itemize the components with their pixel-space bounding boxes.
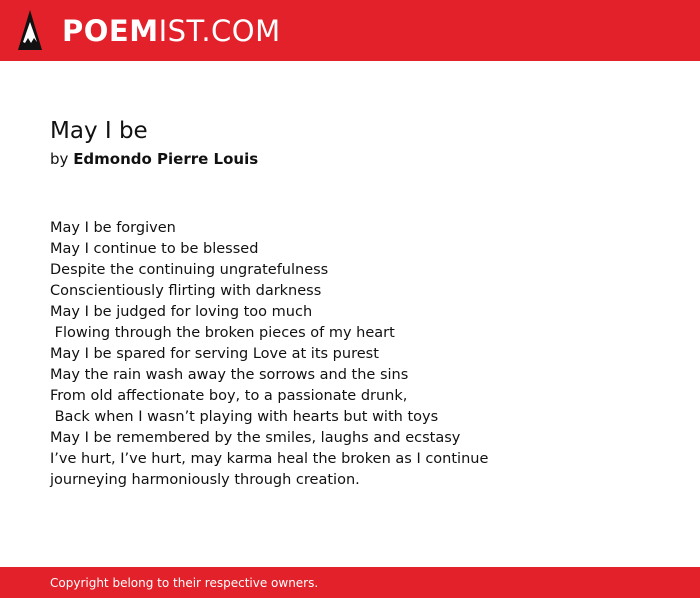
site-logo-link[interactable] (62, 13, 281, 49)
poem-line: May I be forgiven (50, 220, 176, 236)
site-header (0, 0, 700, 61)
site-footer (0, 567, 700, 598)
poem-title: May I be (50, 118, 148, 144)
poem-line: May I be judged for loving too much (50, 304, 313, 320)
poem-line: Back when I wasn’t playing with hearts but with toys (50, 409, 439, 425)
author-link[interactable]: Edmondo Pierre Louis (73, 150, 259, 168)
poem-line: Conscientiously flirting with darkness (50, 283, 322, 299)
poem-line: From old affectionate boy, to a passionate drunk, (50, 388, 408, 404)
poem-line: May the rain wash away the sorrows and the sins (50, 367, 409, 383)
logo-text-bold: POEM (62, 14, 159, 48)
byline (50, 148, 258, 170)
poem-body (50, 218, 488, 491)
poem-line: Despite the continuing ungratefulness (50, 262, 329, 278)
poem-line: I’ve hurt, I’ve hurt, may karma heal the broken as I continue (50, 451, 489, 467)
poem-line: May I continue to be blessed (50, 241, 259, 257)
pencil-icon[interactable] (18, 10, 42, 52)
copyright-notice: Copyright belong to their respective owners. (50, 576, 319, 590)
poem-line: May I be spared for serving Love at its purest (50, 346, 379, 362)
poem-line: Flowing through the broken pieces of my heart (50, 325, 395, 341)
logo-text-light: IST.COM (158, 14, 281, 48)
byline-label: by (50, 150, 69, 168)
poem-line: journeying harmoniously through creation. (50, 472, 360, 488)
poem-line: May I be remembered by the smiles, laughs and ecstasy (50, 430, 461, 446)
